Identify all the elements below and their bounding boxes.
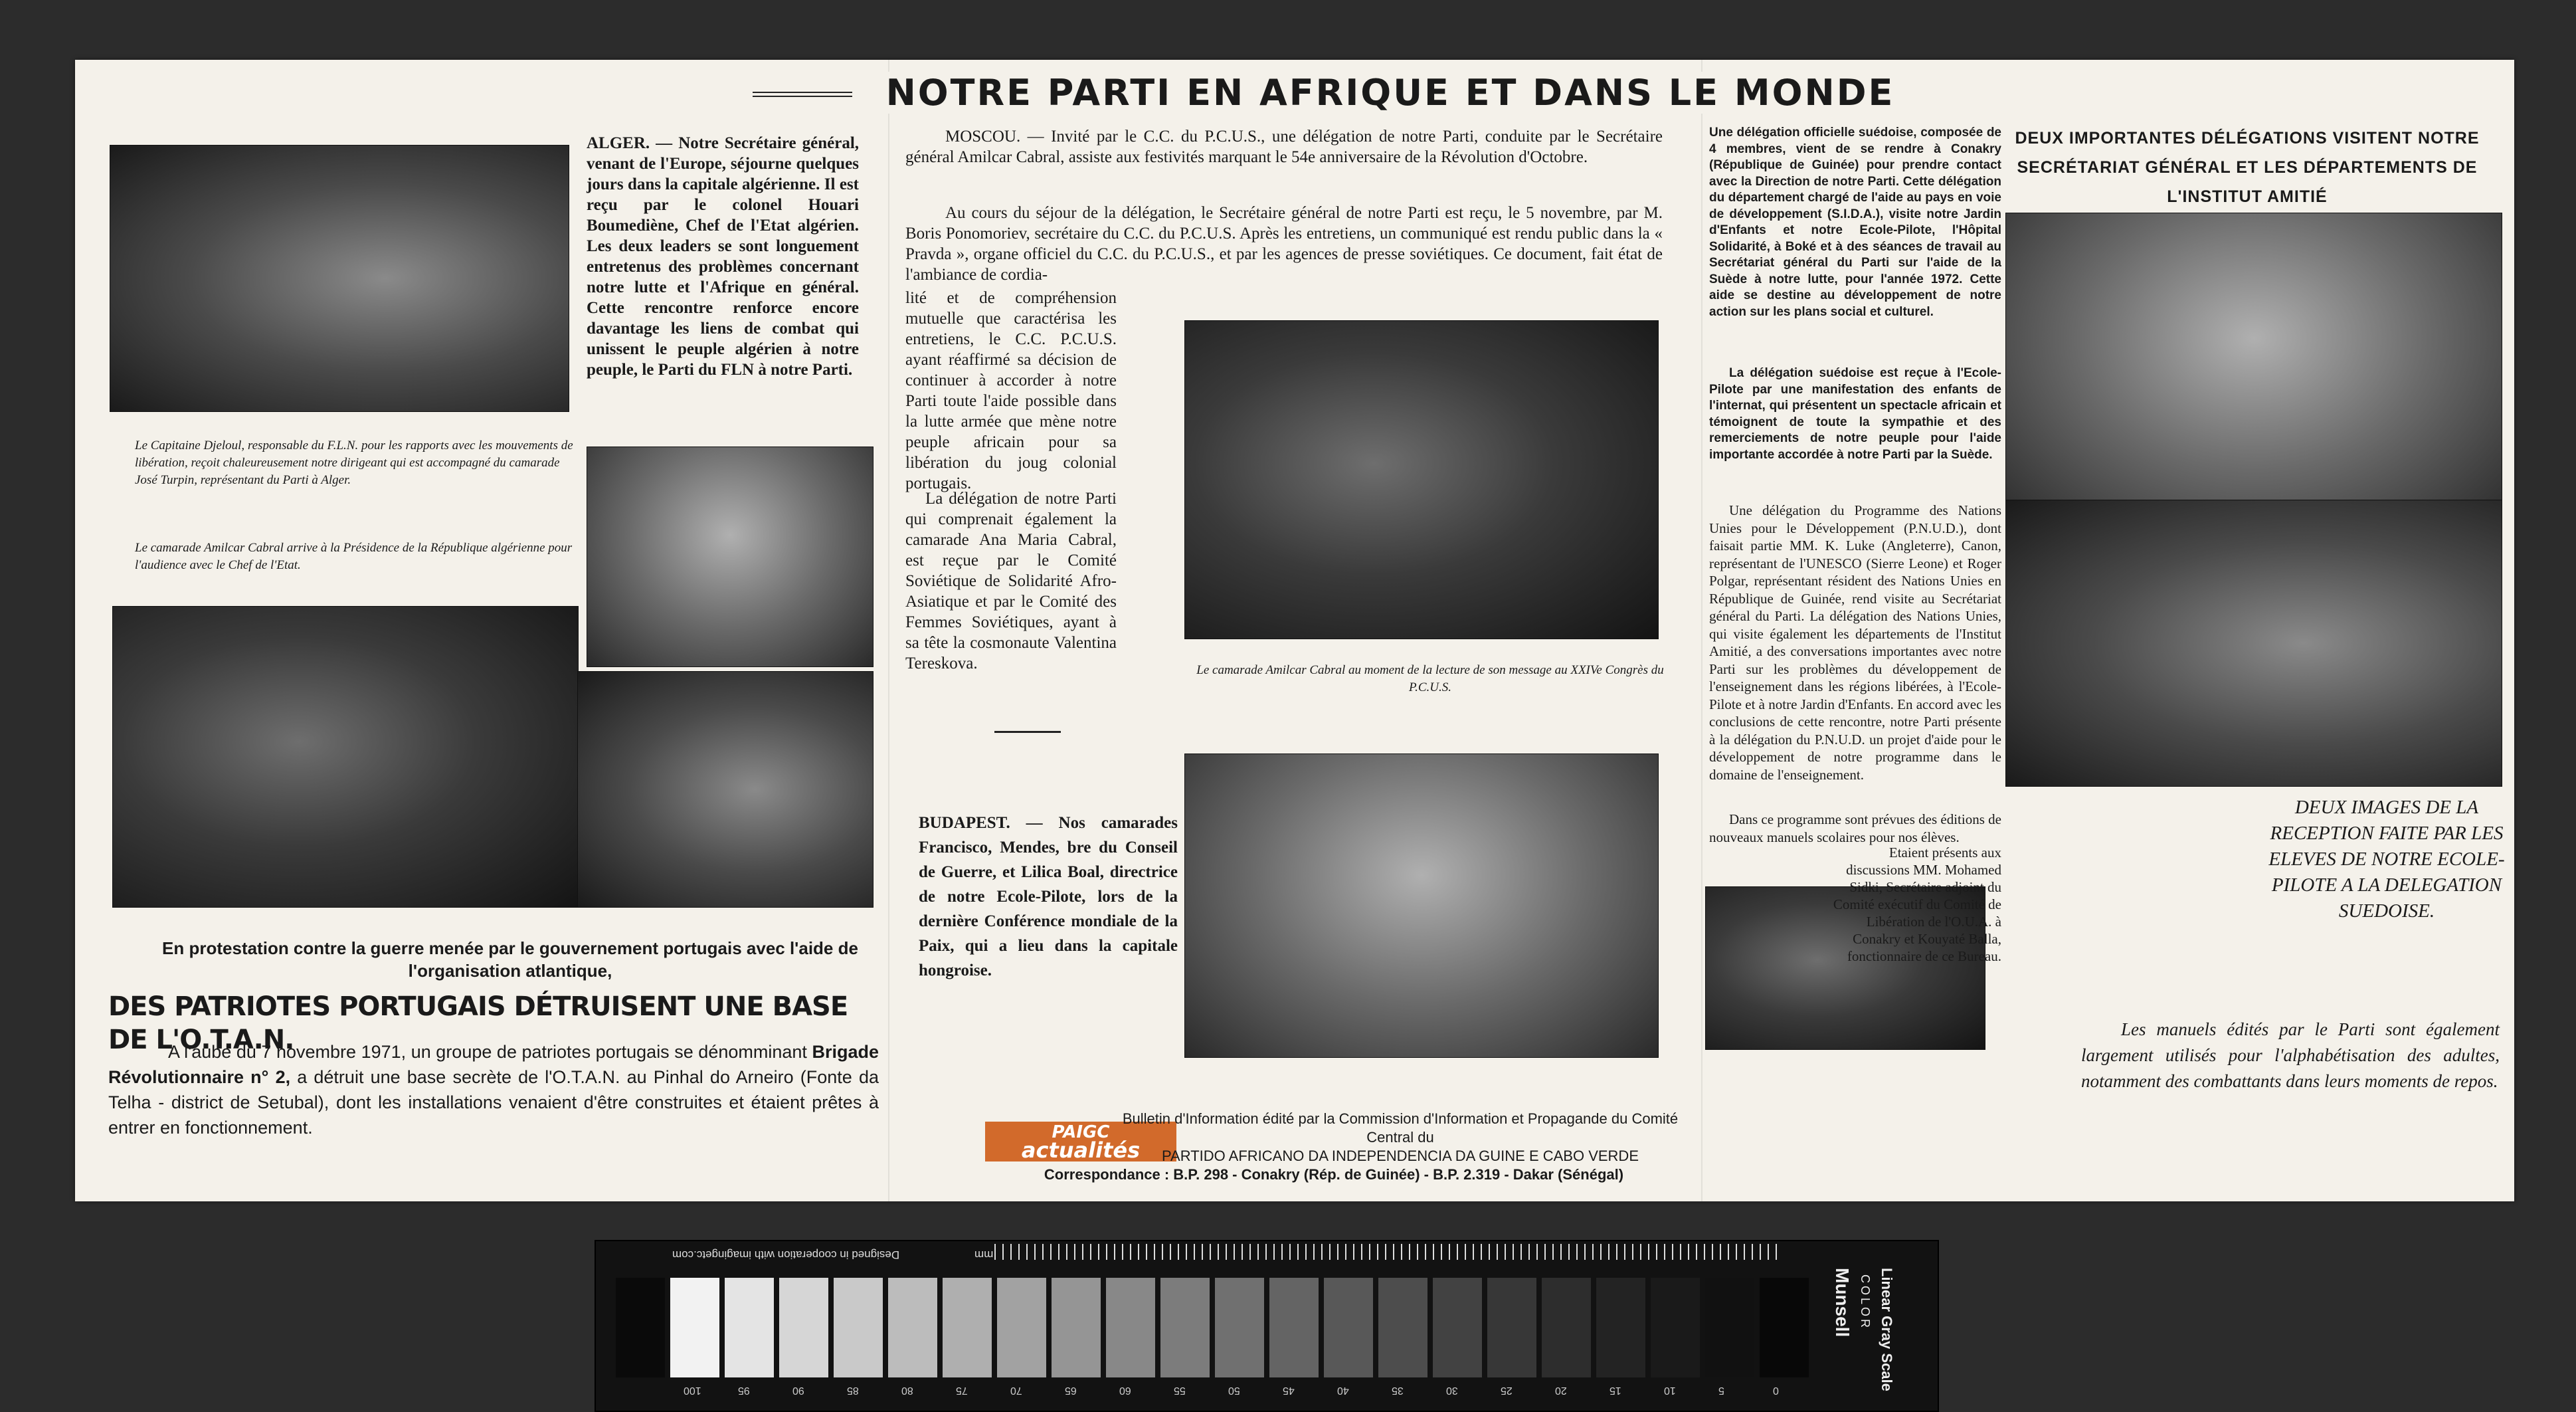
- newsletter-page: [75, 60, 2514, 1201]
- calib-brand-sub: COLOR: [1859, 1274, 1872, 1331]
- calib-ruler: [994, 1244, 1778, 1260]
- budapest-article: BUDAPEST. — Nos camarades Francisco, Mendes, bre du Conseil de Guerre, et Lilica Boal, directrice de notre Ecole-Pilote, lors de la dernière Conférence mondiale de la Paix, qui a lieu dans la capitale hongroise.: [919, 814, 1178, 979]
- gray-swatch-label: 10: [1664, 1385, 1676, 1396]
- gray-swatch-label: 20: [1555, 1385, 1567, 1396]
- pnud-paragraph-2: Dans ce programme sont prévues des éditions de nouveaux manuels scolaires pour nos élèves.: [1709, 811, 2001, 845]
- calib-unit: mm: [974, 1249, 994, 1261]
- gray-swatch-label: 80: [901, 1385, 913, 1396]
- moscou-paragraph-2: Au cours du séjour de la délégation, le Secrétaire général de notre Parti est reçu, le 5 novembre, par M. Boris Ponomoriev, secrétaire du C.C. du P.C.U.S. Après les entretiens, un communiqué est rendu public dans la « Pravda », organe officiel du C.C. du P.C.U.S., et par les agences de presse soviétiques. Ce document, fait état de l'ambiance de cordia-: [905, 204, 1663, 284]
- gray-swatch-label: 15: [1610, 1385, 1621, 1396]
- photo-pupils-line: [2005, 213, 2502, 526]
- gray-swatch-label: 25: [1501, 1385, 1513, 1396]
- caption-manuels: Les manuels édités par le Parti sont également largement utilisés pour l'alphabétisation des adultes, notamment des combattants dans leurs moments de repos.: [2081, 1019, 2500, 1091]
- gray-swatch: [616, 1278, 665, 1377]
- moscou-paragraph-4: La délégation de notre Parti qui comprenait également la camarade Ana Maria Cabral, est reçue par le Comité Soviétique de Solidarité Afro-Asiatique et par le Comité des Femmes Soviétiques, ayant à sa tête la cosmonaute Valentina Tereskova.: [905, 490, 1117, 672]
- gray-swatch: [997, 1278, 1046, 1377]
- gray-swatch: [1487, 1278, 1536, 1377]
- gray-swatch: [1542, 1278, 1591, 1377]
- gray-swatch-label: 30: [1446, 1385, 1458, 1396]
- gray-swatch: [670, 1278, 719, 1377]
- gray-swatch-label: 45: [1283, 1385, 1295, 1396]
- pnud-paragraph: Une délégation du Programme des Nations Unies pour le Développement (P.N.U.D.), dont faisait partie MM. K. Luke (Angleterre), Canon, représentant de l'UNESCO (Sierre Leone) et Roger Polgar, représentant résident des Nations Unies en République de Guinée, rend visite au Secrétariat général du Parti. La délégation des Nations Unies, qui visite également les départements de l'Institut Amitié, a des conversations importantes avec notre Parti sur les problèmes du développement de l'enseignement dans les régions libérées, à l'Ecole-Pilote et à notre Jardin d'Enfants. En accord avec les conclusions de cette rencontre, notre Parti présente à la délégation du P.N.U.D. un projet d'aide pour le développement de notre programme dans le domaine de l'enseignement.: [1709, 502, 2001, 783]
- calib-credit: Designed in cooperation with imagingetc.com: [672, 1249, 900, 1261]
- photo-guard-of-honour: [112, 606, 579, 908]
- gray-swatch-label: 55: [1174, 1385, 1186, 1396]
- gray-swatch-label: 35: [1392, 1385, 1404, 1396]
- suede-heading: DEUX IMPORTANTES DÉLÉGATIONS VISITENT NOTRE SECRÉTARIAT GÉNÉRAL ET LES DÉPARTEMENTS DE L'INSTITUT AMITIÉ: [2015, 129, 2480, 206]
- otan-headline: DES PATRIOTES PORTUGAIS DÉTRUISENT UNE BASE DE L'O.T.A.N.: [108, 991, 848, 1055]
- photo-cabral-arrival: [587, 447, 874, 667]
- gray-swatch: [1651, 1278, 1700, 1377]
- gray-swatch: [1052, 1278, 1101, 1377]
- gray-swatch-label: 85: [847, 1385, 859, 1396]
- gray-swatch-label: 0: [1773, 1385, 1779, 1396]
- colophon-line-1: Bulletin d'Information édité par la Commission d'Information et Propagande du Comité Central du: [1122, 1110, 1679, 1146]
- moscou-paragraph-3: lité et de compréhension mutuelle que caractérisa les entretiens, le C.C. P.C.U.S. ayant réaffirmé sa décision de continuer à accorder à notre Parti toute l'aide possible dans la lutte armée que mène notre peuple africain pour sa libération du joug colonial portugais.: [905, 289, 1117, 492]
- oua-paragraph: Etaient présents aux discussions MM. Mohamed Sidki, Secrétaire adjoint du Comité exécutif du Comité de Libération de l'O.U.A. à Conakry et Kouyaté Balla, fonctionnaire de ce Bureau.: [1833, 845, 2001, 964]
- colophon-line-3: Correspondance : B.P. 298 - Conakry (Rép. de Guinée) - B.P. 2.319 - Dakar (Sénégal): [1044, 1166, 1624, 1183]
- gray-scale-target: [595, 1240, 1939, 1412]
- gray-swatch: [1215, 1278, 1264, 1377]
- logo-bottom: actualités: [1021, 1138, 1141, 1163]
- section-divider: [994, 731, 1061, 733]
- gray-swatch: [943, 1278, 992, 1377]
- photo-congress-pcus: [1184, 320, 1659, 639]
- gray-swatch-label: 60: [1119, 1385, 1131, 1396]
- gray-swatch-label: 95: [738, 1385, 750, 1396]
- otan-text-1: A l'aube du 7 novembre 1971, un groupe de patriotes portugais se dénomminant: [168, 1042, 807, 1062]
- caption-congress: Le camarade Amilcar Cabral au moment de la lecture de son message au XXIVe Congrès du P.C.U.S.: [1196, 663, 1664, 694]
- alger-article: [587, 133, 859, 380]
- suede-paragraph-2: La délégation suédoise est reçue à l'Ecole-Pilote par une manifestation des enfants de l'internat, qui présentent un spectacle africain et témoignent de toute la sympathie et des remerciements de notre peuple pour l'aide importante accordée à notre Parti par la Suède.: [1709, 366, 2001, 462]
- alger-lead: ALGER. —: [587, 134, 673, 152]
- calib-brand: Munsell: [1832, 1268, 1853, 1338]
- caption-reception: DEUX IMAGES DE LA RECEPTION FAITE PAR LES ELEVES DE NOTRE ECOLE-PILOTE A LA DELEGATION SUEDOISE.: [2268, 797, 2505, 922]
- colophon: [939, 1110, 1689, 1184]
- gray-swatch: [725, 1278, 774, 1377]
- colophon-line-2: PARTIDO AFRICANO DA INDEPENDENCIA DA GUINE E CABO VERDE: [1161, 1148, 1639, 1164]
- suede-paragraph-1: Une délégation officielle suédoise, composée de 4 membres, vient de se rendre à Conakry (République de Guinée) pour prendre contact avec la Direction de notre Parti. Cette délégation du département chargé de l'aide au pays en voie de développement (S.I.D.A.), visite notre Jardin d'Enfants et notre Ecole-Pilote, l'Hôpital Solidarité, à Boké et à des séances de travail au Secrétariat général du Parti sur l'aide de la Suède à notre lutte, pour l'année 1972. Cette aide se destine au développement de notre action sur les plans social et culturel.: [1709, 126, 2001, 319]
- otan-bold: Brigade Révolutionnaire n° 2,: [108, 1042, 879, 1087]
- photo-budapest-conference: [1184, 754, 1659, 1058]
- gray-swatch: [1760, 1278, 1809, 1377]
- gray-swatch: [1705, 1278, 1754, 1377]
- gray-swatch: [834, 1278, 883, 1377]
- logo-top: PAIGC: [1052, 1122, 1110, 1142]
- photo-flag-reception: [2005, 500, 2502, 787]
- gray-swatch: [1160, 1278, 1210, 1377]
- gray-swatch-label: 75: [956, 1385, 968, 1396]
- otan-text-2: a détruit une base secrète de l'O.T.A.N. au Pinhal do Arneiro (Fonte da Telha - district de Setubal), dont les installations venaient d'être construites et étaient prêtes à entrer en fonctionnement.: [108, 1067, 879, 1138]
- gray-swatch-label: 70: [1010, 1385, 1022, 1396]
- gray-swatch: [1433, 1278, 1482, 1377]
- gray-swatch-label: 100: [684, 1385, 701, 1396]
- gray-swatch-label: 50: [1228, 1385, 1240, 1396]
- photo-presidence-walk: [577, 671, 874, 908]
- gray-swatch: [779, 1278, 828, 1377]
- caption-presidence: Le camarade Amilcar Cabral arrive à la Présidence de la République algérienne pour l'audience avec le Chef de l'Etat.: [135, 541, 573, 572]
- gray-swatch-label: 5: [1718, 1385, 1724, 1396]
- alger-text: Notre Secrétaire général, venant de l'Europe, séjourne quelques jours dans la capitale algérienne. Il est reçu par le colonel Houari Boumediène, Chef de l'Etat algérien. Les deux leaders se sont longuement entretenus des problèmes concernant notre lutte et l'Afrique en général. Cette rencontre renforce encore davantage les liens de combat qui unissent le peuple algérien à notre peuple, le Parti du FLN à notre Parti.: [587, 134, 860, 379]
- gray-swatch-label: 65: [1065, 1385, 1077, 1396]
- photo-djeloul-meeting: [110, 145, 569, 412]
- calib-scale-name: Linear Gray Scale: [1879, 1268, 1895, 1391]
- page-title: NOTRE PARTI EN AFRIQUE ET DANS LE MONDE: [852, 72, 1928, 114]
- gray-swatch: [1596, 1278, 1645, 1377]
- gray-swatch: [1378, 1278, 1427, 1377]
- gray-swatch: [1324, 1278, 1373, 1377]
- moscou-paragraph-1: MOSCOU. — Invité par le C.C. du P.C.U.S., une délégation de notre Parti, conduite par le Secrétaire général Amilcar Cabral, assiste aux festivités marquant le 54e anniversaire de la Révolution d'Octobre.: [905, 128, 1663, 166]
- gray-swatch-label: 90: [792, 1385, 804, 1396]
- fold-line-left: [888, 60, 889, 1201]
- gray-swatch: [1269, 1278, 1319, 1377]
- gray-swatch: [1106, 1278, 1155, 1377]
- gray-swatch-label: 40: [1337, 1385, 1349, 1396]
- otan-kicker: En protestation contre la guerre menée par le gouvernement portugais avec l'aide de l'organisation atlantique,: [162, 938, 858, 981]
- fold-line-right: [1701, 60, 1702, 1201]
- otan-article: [108, 1039, 879, 1140]
- caption-djeloul: Le Capitaine Djeloul, responsable du F.L.N. pour les rapports avec les mouvements de libération, reçoit chaleureusement notre dirigeant qui est accompagné du camarade José Turpin, représentant du Parti à Alger.: [135, 439, 573, 487]
- gray-swatch: [888, 1278, 937, 1377]
